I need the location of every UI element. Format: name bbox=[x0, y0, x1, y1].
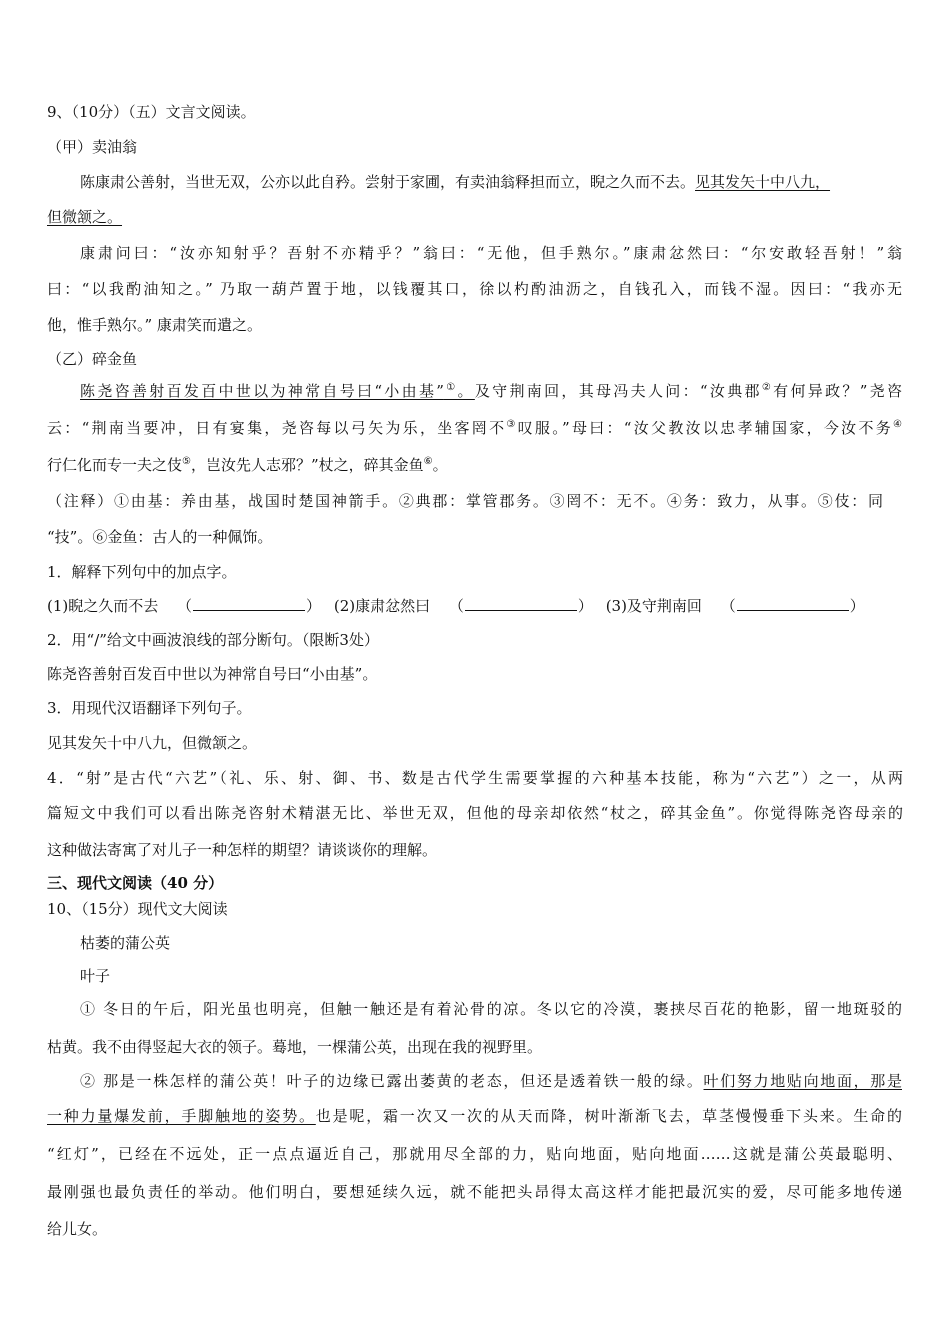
item-3-close: ） bbox=[849, 597, 865, 615]
p2-text-b: 也是呢，霜一次又一次的从天而降，树叶渐渐飞去，草茎慢慢垂下头来。生命的 bbox=[315, 1107, 902, 1125]
yi-paragraph-line-2 bbox=[47, 418, 902, 438]
p2-underlined-b: 一种力量爆发前，手脚触地的姿势。 bbox=[47, 1107, 316, 1125]
item-2-label: (2)康肃忿然曰 bbox=[333, 597, 431, 615]
p2-text-a: ② 那是一株怎样的蒲公英！叶子的边缘已露出萎黄的老态，但还是透着铁一般的绿。 bbox=[80, 1072, 704, 1090]
essay-paragraph-2-line-4: 最刚强也最负责任的举动。他们明白，要想延续久远，就不能把头昂得太高这样才能把最沉实的爱，尽可能多地传递 bbox=[47, 1183, 902, 1201]
p2-underlined-a: 叶们努力地贴向地面，那是 bbox=[703, 1072, 902, 1090]
sub-question-4-line-1: 4．“射”是古代“六艺”（礼、乐、射、御、书、数是古代学生需要掌握的六种基本技能，称为“六艺”）之一，从两 bbox=[47, 769, 903, 787]
yi-wavy-text: 陈尧咨善射百发百中世以为神常自号曰“小由基” bbox=[80, 382, 444, 400]
sub-question-3-title: 3．用现代汉语翻译下列句子。 bbox=[47, 699, 252, 717]
sub-question-2-text: 陈尧咨善射百发百中世以为神常自号曰“小由基”。 bbox=[47, 665, 378, 683]
yi-text-g: 。 bbox=[432, 456, 448, 474]
sub-question-2-title: 2．用“/”给文中画波浪线的部分断句。（限断3处） bbox=[47, 631, 379, 649]
yi-text-e: 行仁化而专一夫之伎 bbox=[47, 456, 183, 474]
jia-paragraph-1-line-2 bbox=[47, 207, 122, 227]
essay-paragraph-2-line-3: “红灯”，已经在不远处，正一点点逼近自己，那就用尽全部的力，贴向地面，贴向地面……这就是蒲公英最聪明、 bbox=[47, 1145, 902, 1163]
yi-wavy-underlined bbox=[80, 382, 475, 400]
sub-question-4-line-3: 这种做法寄寓了对儿子一种怎样的期望？请谈谈你的理解。 bbox=[47, 841, 438, 859]
q10-title: 10、（15分）现代文大阅读 bbox=[47, 900, 228, 918]
jia-p1-underlined: 见其发矢十中八九， bbox=[695, 173, 831, 191]
yi-text-d: 叹服。”母曰：“汝父教汝以忠孝辅国家，今汝不务 bbox=[517, 419, 894, 437]
essay-paragraph-2-line-5: 给儿女。 bbox=[47, 1220, 108, 1238]
sub-question-3-text: 见其发矢十中八九，但微颔之。 bbox=[47, 734, 258, 752]
jia-paragraph-2-line-2: 曰：“以我酌油知之。” 乃取一葫芦置于地，以钱覆其口，徐以杓酌油沥之，自钱孔入，而钱不湿。因曰：“我亦无 bbox=[47, 280, 902, 298]
notes-line-2: “技”。⑥金鱼：古人的一种佩饰。 bbox=[47, 528, 273, 546]
yi-text-a: 及守荆南回，其母冯夫人问：“汝典郡 bbox=[474, 382, 762, 400]
section-3-heading: 三、现代文阅读（40 分） bbox=[47, 874, 224, 892]
item-2-answer-blank[interactable] bbox=[465, 596, 577, 611]
yi-wavy-period: 。 bbox=[457, 382, 475, 400]
yi-paragraph-line-1 bbox=[80, 381, 902, 401]
item-1-answer-blank[interactable] bbox=[193, 596, 305, 611]
yi-text-b: 有何异政？”尧咨 bbox=[773, 382, 902, 400]
jia-paragraph-1-line-1 bbox=[80, 172, 902, 192]
jia-p1-underlined-end: 但微颔之。 bbox=[47, 208, 123, 226]
sub-question-4-line-2: 篇短文中我们可以看出陈尧咨射术精湛无比、举世无双，但他的母亲却依然“杖之，碎其金鱼”。你觉得陈尧咨母亲的 bbox=[47, 804, 903, 822]
essay-author: 叶子 bbox=[80, 967, 111, 985]
note-mark-6: ⑥ bbox=[423, 456, 433, 467]
note-mark-5: ⑤ bbox=[182, 456, 191, 467]
jia-heading: （甲）卖油翁 bbox=[47, 138, 138, 156]
item-3-open: （ bbox=[720, 597, 736, 615]
item-3-answer-blank[interactable] bbox=[737, 596, 849, 611]
q9-title: 9、（10分）（五）文言文阅读。 bbox=[47, 103, 256, 121]
note-mark-2: ② bbox=[761, 382, 774, 393]
jia-paragraph-2-line-3: 他，惟手熟尔。” 康肃笑而遣之。 bbox=[47, 316, 262, 334]
yi-heading: （乙）碎金鱼 bbox=[47, 350, 138, 368]
yi-paragraph-line-3 bbox=[47, 455, 448, 475]
note-mark-3: ③ bbox=[506, 419, 518, 430]
item-1-close: ） bbox=[306, 597, 322, 615]
item-1-open: （ bbox=[177, 597, 193, 615]
item-1-label: (1)睨之久而不去 bbox=[47, 597, 159, 615]
yi-text-f: ，岂汝先人志邪？”杖之，碎其金鱼 bbox=[190, 456, 424, 474]
sub-question-1-items bbox=[47, 596, 865, 616]
essay-paragraph-1-line-2: 枯黄。我不由得竖起大衣的领子。蓦地，一棵蒲公英，出现在我的视野里。 bbox=[47, 1038, 543, 1056]
item-3-label: (3)及守荆南回 bbox=[605, 597, 702, 615]
note-mark-1: ① bbox=[443, 382, 458, 393]
notes-line-1: （注释）①由基：养由基，战国时楚国神箭手。②典郡：掌管郡务。③罔不：无不。④务：致力，从事。⑤伎：同 bbox=[47, 492, 883, 510]
essay-paragraph-2-line-2 bbox=[47, 1106, 902, 1126]
sub-question-1-title: 1．解释下列句中的加点字。 bbox=[47, 563, 237, 581]
item-2-close: ） bbox=[577, 597, 593, 615]
essay-paragraph-1-line-1: ① 冬日的午后，阳光虽也明亮，但触一触还是有着沁骨的凉。冬以它的冷漠，裹挟尽百花的艳影，留一地斑驳的 bbox=[80, 1000, 902, 1018]
jia-p1-text: 陈康肃公善射，当世无双，公亦以此自矜。尝射于家圃，有卖油翁释担而立，睨之久而不去。 bbox=[80, 173, 696, 191]
essay-title: 枯萎的蒲公英 bbox=[80, 934, 171, 952]
item-2-open: （ bbox=[448, 597, 464, 615]
note-mark-4: ④ bbox=[893, 419, 903, 430]
jia-paragraph-2-line-1: 康肃问曰：“汝亦知射乎？吾射不亦精乎？”翁曰：“无他，但手熟尔。”康肃忿然曰：“尔安敢轻吾射！”翁 bbox=[80, 244, 902, 262]
essay-paragraph-2-line-1 bbox=[80, 1071, 902, 1091]
yi-text-c: 云：“荆南当要冲，日有宴集，尧咨每以弓矢为乐，坐客罔不 bbox=[47, 419, 507, 437]
